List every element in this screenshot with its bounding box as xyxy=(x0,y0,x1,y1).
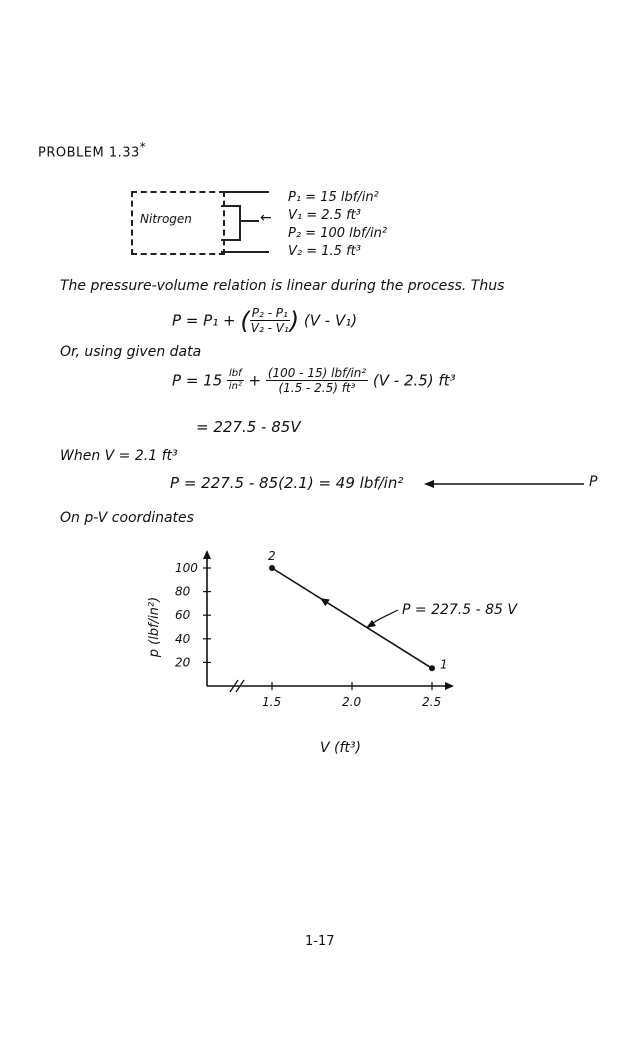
answer-tag: P xyxy=(589,474,598,490)
state-1-label: 1 xyxy=(440,657,448,672)
x-axis-arrowhead xyxy=(445,682,454,690)
relation-lhs: P = P₁ + xyxy=(172,311,236,330)
substitution-frac-num: (100 - 15) lbf/in² xyxy=(267,366,367,380)
process-equation-annotation: P = 227.5 - 85 V xyxy=(402,602,517,618)
substitution-lhs: P = 15 xyxy=(172,371,223,390)
given-v1: V₁ = 2.5 ft³ xyxy=(288,208,361,223)
x-tick-label: 2.5 xyxy=(422,695,442,709)
substitution-frac-den: (1.5 - 2.5) ft³ xyxy=(278,381,356,396)
y-tick-label: 40 xyxy=(175,631,191,646)
simplified-equation: = 227.5 - 85V xyxy=(196,418,301,436)
x-axis-label: V (ft³) xyxy=(320,740,361,756)
relation-rhs: (V - V₁) xyxy=(303,311,358,330)
y-tick-label: 20 xyxy=(175,655,191,670)
problem-statement: The pressure-volume relation is linear during the process. Thus xyxy=(60,278,505,294)
substitution-unit-num: lbf xyxy=(229,368,242,380)
substitution-unit-den: in² xyxy=(228,381,242,393)
given-p1: P₁ = 15 lbf/in² xyxy=(288,190,379,205)
gas-label: Nitrogen xyxy=(140,212,192,226)
substitution-plus: + xyxy=(248,371,262,390)
when-condition: When V = 2.1 ft³ xyxy=(60,448,178,464)
x-tick-label: 2.0 xyxy=(342,695,362,709)
pv-chart xyxy=(147,549,518,756)
state-2-label: 2 xyxy=(268,549,276,563)
page-number: 1-17 xyxy=(305,934,335,949)
substitution-rhs: (V - 2.5) ft³ xyxy=(372,371,456,390)
problem-title-text: PROBLEM 1.33 xyxy=(38,145,140,161)
given-data-intro: Or, using given data xyxy=(60,344,202,360)
process-line xyxy=(272,568,432,668)
given-p2: P₂ = 100 lbf/in² xyxy=(288,226,388,241)
piston-arrow-icon: ← xyxy=(260,210,272,226)
annotation-leader xyxy=(370,610,398,625)
relation-paren-close: ) xyxy=(289,306,300,335)
process-direction-arrowhead xyxy=(320,598,330,606)
answer-pointer-arrowhead xyxy=(424,480,434,488)
evaluation-equation: P = 227.5 - 85(2.1) = 49 lbf/in² xyxy=(170,474,404,492)
relation-frac-den: V₂ - V₁ xyxy=(250,321,289,336)
given-v2: V₂ = 1.5 ft³ xyxy=(288,244,361,259)
annotation-leader-arrowhead xyxy=(366,620,376,628)
relation-frac-num: P₂ - P₁ xyxy=(251,306,288,320)
problem-title-mark: * xyxy=(139,140,147,154)
y-tick-label: 100 xyxy=(175,561,198,575)
y-tick-label: 80 xyxy=(175,584,191,599)
state-1-point xyxy=(429,665,435,671)
coords-intro: On p-V coordinates xyxy=(60,510,194,526)
y-axis-arrowhead xyxy=(203,550,211,559)
state-2-point xyxy=(269,565,275,571)
x-tick-label: 1.5 xyxy=(262,695,282,709)
y-tick-label: 60 xyxy=(175,608,191,623)
y-axis-label: p (lbf/in²) xyxy=(147,596,162,658)
relation-paren-open: ( xyxy=(240,306,250,335)
